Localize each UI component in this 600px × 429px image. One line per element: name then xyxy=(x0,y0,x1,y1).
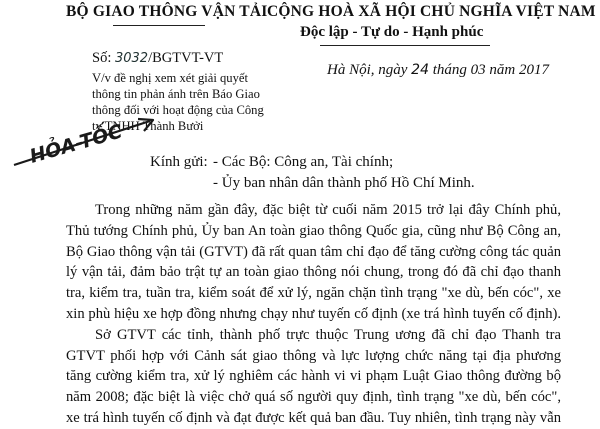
body-line: lý vận tải, đảm bảo trật tự an toàn giao thông nói chung, trong đó đã chỉ đạo thanh xyxy=(66,264,561,281)
subject-line: V/v đề nghị xem xét giải quyết xyxy=(92,71,248,85)
paragraph xyxy=(66,325,561,429)
body-line: Sở GTVT các tỉnh, thành phố trực thuộc Trung ương đã chỉ đạo Thanh tra xyxy=(95,326,561,343)
paragraph xyxy=(66,200,561,325)
date-prefix: Hà Nội, ngày xyxy=(327,62,408,78)
ministry-name: BỘ GIAO THÔNG VẬN TẢI xyxy=(66,3,268,20)
document-number-label: Số: xyxy=(92,50,112,66)
nation-title: CỘNG HOÀ XÃ HỘI CHỦ NGHĨA VIỆT NAM xyxy=(267,3,596,20)
document-number-suffix: /BGTVT-VT xyxy=(148,50,224,66)
body-line: Trong những năm gần đây, đặc biệt từ cuối năm 2015 trở lại đây Chính phủ, xyxy=(95,202,561,218)
motto-underline xyxy=(320,45,490,46)
body-line: năm 2008; đặc biệt là việc chở quá số người quy định, tình trạng "xe dù, bến cóc", xyxy=(66,389,561,406)
body-line: tăng cường kiểm tra, xử lý nghiêm các hành vi vi phạm Luật Giao thông đường bộ xyxy=(66,368,561,385)
subject-line: thông đối với hoạt động của Công xyxy=(92,103,264,117)
ministry-underline xyxy=(113,25,205,26)
document-date xyxy=(327,62,549,79)
body-line: Bộ Giao thông vận tải (GTVT) đã rất quan tâm chỉ đạo để tăng cường công tác quản xyxy=(66,243,561,260)
letter-body xyxy=(66,200,561,429)
greeting: Kính gửi: xyxy=(150,154,208,170)
document-number xyxy=(92,50,223,67)
subject-line: ty TNHH Thành Bưởi xyxy=(92,119,204,133)
recipient-item: - Các Bộ: Công an, Tài chính; xyxy=(213,154,394,170)
subject-line: thông tin phản ánh trên Báo Giao xyxy=(92,87,260,101)
date-suffix: tháng 03 năm 2017 xyxy=(432,62,549,78)
body-line: tra, kiểm tra, tuần tra, kiểm soát để xử lý, ngăn chặn tình trạng "xe dù, bến cóc", xe xyxy=(66,285,561,302)
date-day-handwritten: 24 xyxy=(411,62,429,78)
body-line: xin phù hiệu xe hợp đồng nhưng chạy như tuyến cố định (xe trá hình tuyến cố định). xyxy=(66,305,561,322)
body-line: Thủ tướng Chính phủ, Ủy ban An toàn giao thông Quốc gia, cũng như Bộ Công an, xyxy=(66,222,561,239)
national-motto: Độc lập - Tự do - Hạnh phúc xyxy=(300,24,484,40)
stamp-text: HỎA-TỐC xyxy=(27,120,125,168)
document-number-handwritten: 3032 xyxy=(114,51,149,66)
recipient-item: - Ủy ban nhân dân thành phố Hồ Chí Minh. xyxy=(213,175,475,191)
body-line: GTVT phối hợp với Cảnh sát giao thông và lực lượng chức năng tại địa phương xyxy=(66,347,561,364)
body-line: xe trá hình tuyến cố định và đạt được kết quả ban đầu. Tuy nhiên, tình trạng này vẫn xyxy=(66,409,561,426)
urgent-stamp-icon xyxy=(10,111,160,171)
